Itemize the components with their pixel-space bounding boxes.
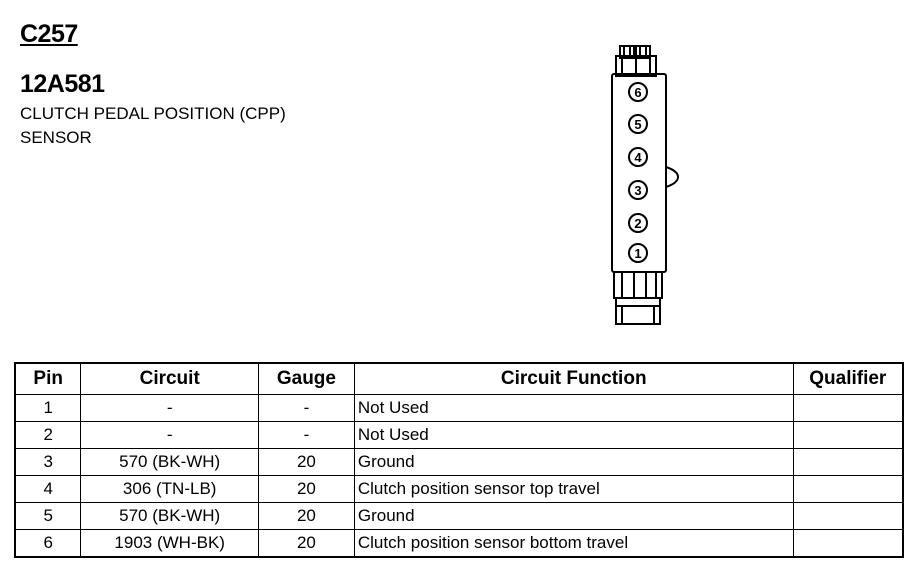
cell-gauge: - xyxy=(258,422,354,449)
cell-function: Clutch position sensor bottom travel xyxy=(354,530,793,558)
cell-pin: 1 xyxy=(15,395,81,422)
cell-gauge: 20 xyxy=(258,449,354,476)
cell-pin: 5 xyxy=(15,503,81,530)
cell-qualifier xyxy=(793,449,903,476)
pin-marker-label: 6 xyxy=(634,85,642,100)
table-row xyxy=(15,530,903,558)
cell-circuit: 306 (TN-LB) xyxy=(81,476,259,503)
cell-circuit: 570 (BK-WH) xyxy=(81,449,259,476)
table-row xyxy=(15,422,903,449)
pin-markers xyxy=(629,83,647,262)
table-row xyxy=(15,476,903,503)
cell-circuit: 570 (BK-WH) xyxy=(81,503,259,530)
cell-qualifier xyxy=(793,530,903,558)
cell-pin: 2 xyxy=(15,422,81,449)
pin-marker-2 xyxy=(629,214,647,232)
cell-qualifier xyxy=(793,503,903,530)
cell-function: Not Used xyxy=(354,422,793,449)
cell-function: Not Used xyxy=(354,395,793,422)
pin-marker-label: 3 xyxy=(634,183,642,198)
header-circuit-function: Circuit Function xyxy=(354,363,793,395)
description-line-1: CLUTCH PEDAL POSITION (CPP) xyxy=(20,104,286,123)
connector-id: C257 xyxy=(20,20,78,48)
pin-marker-label: 5 xyxy=(634,117,642,132)
part-number: 12A581 xyxy=(20,70,105,98)
pin-marker-1 xyxy=(629,244,647,262)
cell-function: Ground xyxy=(354,503,793,530)
pin-marker-5 xyxy=(629,115,647,133)
cell-circuit: - xyxy=(81,422,259,449)
cell-function: Clutch position sensor top travel xyxy=(354,476,793,503)
pin-marker-4 xyxy=(629,148,647,166)
cell-circuit: 1903 (WH-BK) xyxy=(81,530,259,558)
cell-pin: 6 xyxy=(15,530,81,558)
header-pin: Pin xyxy=(15,363,81,395)
table-row xyxy=(15,395,903,422)
header-gauge: Gauge xyxy=(258,363,354,395)
description-line-2: SENSOR xyxy=(20,128,92,147)
pin-marker-6 xyxy=(629,83,647,101)
cell-gauge: - xyxy=(258,395,354,422)
pin-marker-label: 1 xyxy=(634,246,642,261)
header-qualifier: Qualifier xyxy=(793,363,903,395)
cell-gauge: 20 xyxy=(258,476,354,503)
pin-marker-3 xyxy=(629,181,647,199)
cell-circuit: - xyxy=(81,395,259,422)
cell-pin: 3 xyxy=(15,449,81,476)
table-row xyxy=(15,449,903,476)
table-header-row xyxy=(15,363,903,395)
cell-gauge: 20 xyxy=(258,503,354,530)
connector-diagram xyxy=(600,42,690,332)
cell-function: Ground xyxy=(354,449,793,476)
header-circuit: Circuit xyxy=(81,363,259,395)
cell-qualifier xyxy=(793,395,903,422)
cell-pin: 4 xyxy=(15,476,81,503)
cell-qualifier xyxy=(793,476,903,503)
cell-qualifier xyxy=(793,422,903,449)
pinout-table xyxy=(14,362,904,558)
connector-description xyxy=(20,102,286,150)
pin-marker-label: 2 xyxy=(634,216,642,231)
table-row xyxy=(15,503,903,530)
cell-gauge: 20 xyxy=(258,530,354,558)
pin-marker-label: 4 xyxy=(634,150,642,165)
